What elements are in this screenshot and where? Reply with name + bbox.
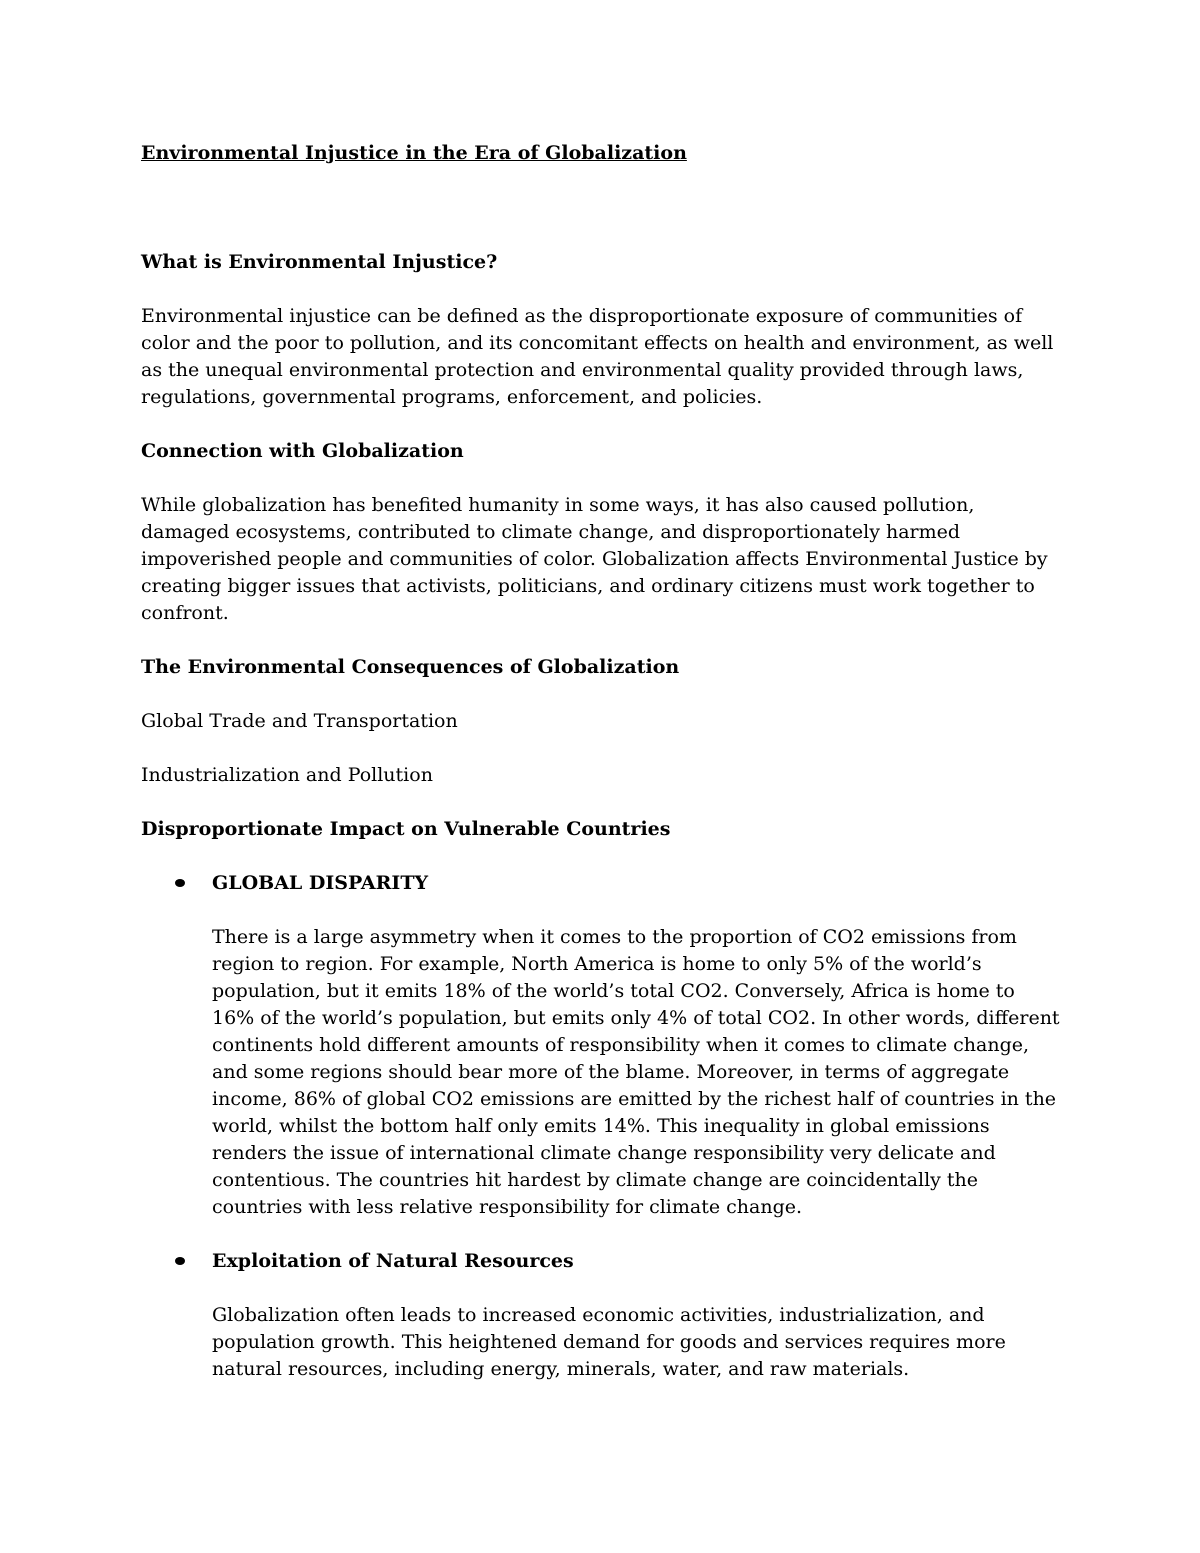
bullet-body: There is a large asymmetry when it comes to the proportion of CO2 emissions from region to region. For example, North America is home to only 5% of the world’s population, but it emits 18% of the world’s total CO2. Conversely, Africa is home to 16% of the world’s population, but emits only 4% of total CO2. In other words, different continents hold different amounts of responsibility when it comes to climate change, and some regions should bear more of the blame. Moreover, in terms of aggregate income, 86% of global CO2 emissions are emitted by the richest half of countries in the world, whilst the bottom half only emits 14%. This inequality in global emissions renders the issue of international climate change responsibility very delicate and contentious. The countries hit hardest by climate change are coincidentally the countries with less relative responsibility for climate change. [212,926,1060,1218]
paragraph-connection: While globalization has benefited humanity in some ways, it has also caused pollution, damaged ecosystems, contributed to climate change, and disproportionately harmed impoverished people and communities of color. Globalization affects Environmental Justice by creating bigger issues that activists, politicians, and ordinary citizens must work together to confront. [141,494,1048,624]
spacer [141,681,1061,708]
heading-connection-with-globalization: Connection with Globalization [141,440,464,462]
heading-disproportionate-impact: Disproportionate Impact on Vulnerable Countries [141,818,671,840]
document-page [141,140,1061,1383]
consequence-item-trade: Global Trade and Transportation [141,710,458,732]
bullet-heading: Exploitation of Natural Resources [212,1250,574,1272]
spacer [141,843,1061,870]
bullet-dot-icon [175,879,185,887]
bullet-dot-icon [175,1257,185,1265]
spacer [141,167,1061,249]
consequence-item-industrialization: Industrialization and Pollution [141,764,433,786]
document-title: Environmental Injustice in the Era of Globalization [141,142,687,164]
spacer [141,735,1061,762]
heading-environmental-consequences: The Environmental Consequences of Globalization [141,656,680,678]
spacer [141,627,1061,654]
spacer [212,1275,1061,1302]
bullet-heading: GLOBAL DISPARITY [212,872,429,894]
bullet-global-disparity [141,870,1061,1248]
spacer [141,789,1061,816]
spacer [141,411,1061,438]
impact-bullet-list [141,870,1061,1383]
bullet-body: Globalization often leads to increased economic activities, industrialization, and population growth. This heightened demand for goods and services requires more natural resources, including energy, minerals, water, and raw materials. [212,1304,1006,1380]
spacer [212,897,1061,924]
heading-what-is-environmental-injustice: What is Environmental Injustice? [141,251,498,273]
spacer [141,465,1061,492]
paragraph-definition: Environmental injustice can be defined as the disproportionate exposure of communities of color and the poor to pollution, and its concomitant effects on health and environment, as well as the unequal environmental protection and environmental quality provided through laws, regulations, governmental programs, enforcement, and policies. [141,305,1054,408]
spacer [141,276,1061,303]
spacer [212,1221,1061,1248]
bullet-exploitation-of-natural-resources [141,1248,1061,1383]
